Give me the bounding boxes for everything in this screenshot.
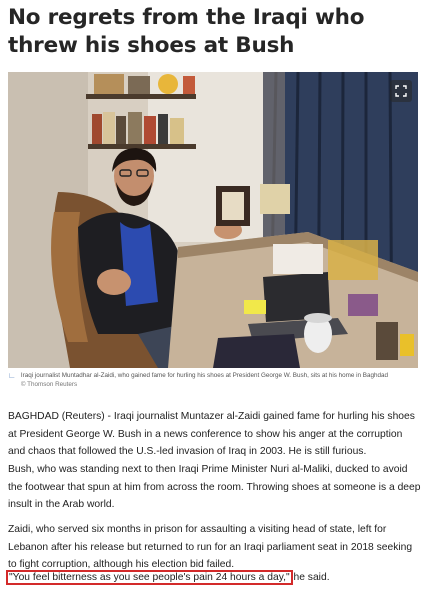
headline: No regrets from the Iraqi who threw his shoes at Bush [8, 5, 365, 58]
paragraph-4 [8, 569, 422, 587]
caption-marker-icon: ∟ [8, 371, 16, 380]
photo-illustration [8, 72, 418, 368]
quote-attribution: he said. [290, 572, 330, 583]
paragraph-3: Zaidi, who served six months in prison for assaulting a visiting head of state, left for Lebanon after his release but returned to run for an Iraqi parliament seat in 2018 seeking to fight corruption, although his election bid failed. [8, 524, 413, 570]
paragraph-1: BAGHDAD (Reuters) - Iraqi journalist Muntazer al-Zaidi gained fame for hurling his shoes at President George W. Bush in a news conference to show his anger at the corruption and chaos that followed the U.S.-led invasion of Iraq in 2003. He is still furious. [8, 411, 415, 457]
expand-icon[interactable] [390, 80, 412, 102]
photo-caption [8, 372, 418, 389]
highlighted-quote: "You feel bitterness as you see people's pain 24 hours a day," [9, 572, 290, 583]
paragraph-2: Bush, who was standing next to then Iraqi Prime Minister Nuri al-Maliki, ducked to avoid the footwear that spun at him from across the room. Throwing shoes at someone is a deep insult in the Arab world. [8, 464, 421, 510]
caption-credit: © Thomson Reuters [20, 380, 78, 388]
caption-text: Iraqi journalist Muntadhar al-Zaidi, who gained fame for hurling his shoes at President George W. Bush, sits at his home in Baghdad [20, 372, 389, 379]
article-photo[interactable] [8, 72, 418, 368]
